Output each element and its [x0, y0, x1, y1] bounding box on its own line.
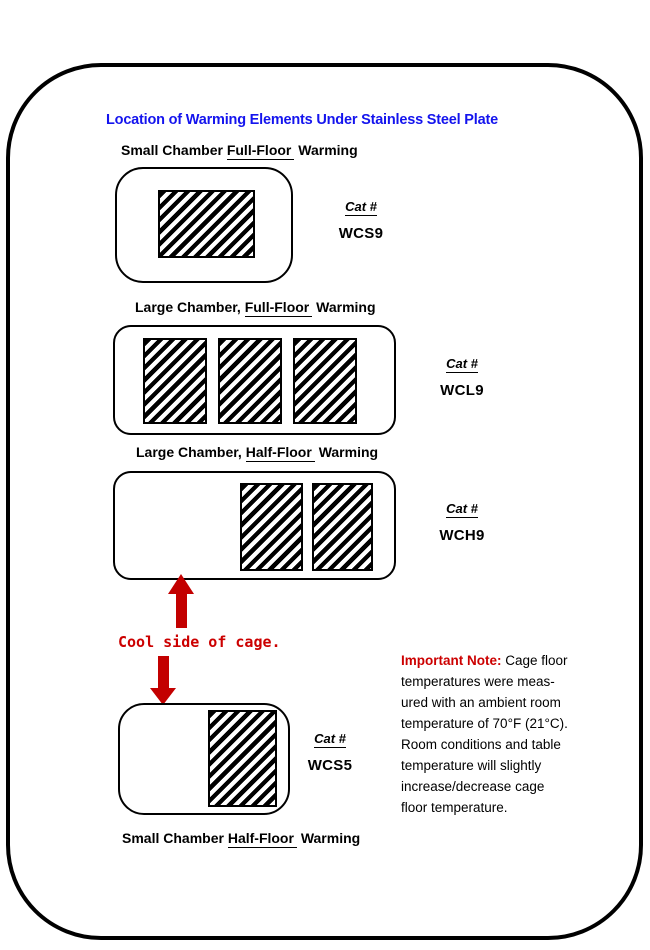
catalog-block-wch9 [426, 501, 498, 544]
label-prefix: Small Chamber [122, 830, 228, 846]
catalog-block-wcs5 [294, 731, 366, 774]
cat-number: WCS5 [307, 757, 353, 774]
note-text: Cage floor [501, 653, 568, 668]
warming-element-large-full-1 [143, 338, 207, 424]
cat-number: WCH9 [439, 527, 485, 544]
catalog-block-wcs9 [325, 199, 397, 242]
section-label-large-full-floor [135, 299, 376, 317]
catalog-block-wcl9 [426, 356, 498, 399]
label-prefix: Large Chamber, [136, 444, 246, 460]
warming-element-large-half-1 [240, 483, 303, 571]
section-label-small-full-floor [121, 142, 358, 160]
note-line: ured with an ambient room [401, 695, 561, 710]
label-prefix: Large Chamber, [135, 299, 245, 315]
section-label-small-half-floor [122, 830, 360, 848]
label-suffix: Warming [294, 142, 358, 158]
warming-element-large-half-2 [312, 483, 373, 571]
cat-number: WCL9 [440, 382, 484, 399]
down-arrow-shaft [158, 656, 169, 690]
cat-label-text: Cat # [314, 731, 346, 746]
warming-element-large-full-3 [293, 338, 357, 424]
section-label-large-half-floor [136, 444, 378, 462]
cat-number: WCS9 [338, 225, 384, 242]
label-suffix: Warming [314, 444, 379, 460]
cat-label [325, 199, 397, 216]
up-arrow-shaft [176, 592, 187, 628]
important-note [401, 650, 591, 818]
up-arrow-icon [168, 574, 194, 594]
warming-element-large-full-2 [218, 338, 282, 424]
note-line [401, 650, 591, 671]
note-line: increase/decrease cage [401, 779, 545, 794]
cat-label-text: Cat # [345, 199, 377, 214]
cat-label-text: Cat # [446, 501, 478, 516]
warming-element-small-full [158, 190, 255, 258]
label-underlined: Half-Floor [246, 444, 315, 462]
note-line: floor temperature. [401, 800, 508, 815]
label-underlined: Full-Floor [245, 299, 313, 317]
cat-label [426, 501, 498, 518]
label-suffix: Warming [296, 830, 361, 846]
label-underlined: Half-Floor [228, 830, 297, 848]
cool-side-label: Cool side of cage. [118, 633, 281, 651]
note-line: temperature of 70°F (21°C). [401, 716, 568, 731]
note-line: Room conditions and table [401, 737, 561, 752]
warming-element-small-half [208, 710, 277, 807]
label-underlined: Full-Floor [227, 142, 295, 160]
note-line: temperature will slightly [401, 758, 542, 773]
cat-label-text: Cat # [446, 356, 478, 371]
label-prefix: Small Chamber [121, 142, 227, 158]
label-suffix: Warming [312, 299, 376, 315]
note-line: temperatures were meas- [401, 674, 555, 689]
cat-label [426, 356, 498, 373]
figure-title: Location of Warming Elements Under Stainless Steel Plate [106, 112, 498, 128]
cat-label [294, 731, 366, 748]
important-note-label: Important Note: [401, 653, 502, 668]
